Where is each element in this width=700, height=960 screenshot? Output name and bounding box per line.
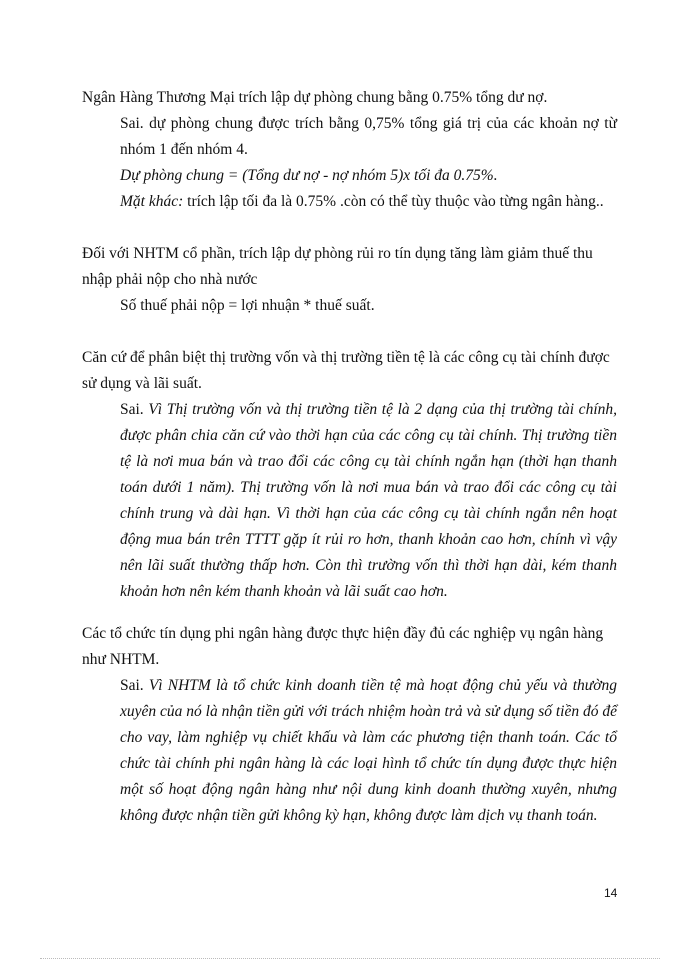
answer-4-verdict: Sai. bbox=[120, 677, 144, 694]
answer-1-verdict: Sai. bbox=[120, 115, 144, 132]
answer-3-verdict: Sai. bbox=[120, 401, 144, 418]
answer-1-other bbox=[120, 189, 617, 215]
answer-3-text: Vì Thị trường vốn và thị trường tiền tệ là 2 dạng của thị trường tài chính, được phân chia căn cứ vào thời hạn của các công cụ tài chính. Thị trường tiền tệ là nơi mua bán và trao đổi các công cụ tài chính ngắn hạn (thời hạn thanh toán dưới 1 năm). Thị trường vốn là nơi mua bán và trao đổi các công cụ tài chính trung và dài hạn. Vì thời hạn của các công cụ tài chính ngắn nên hoạt động mua bán trên TTTT gặp ít rủi ro hơn, thanh khoản cao hơn, chính vì vậy nên lãi suất thường thấp hơn. Còn thì trường vốn thì thời hạn dài, kém thanh khoản hơn nên kém thanh khoản và lãi suất cao hơn. bbox=[120, 401, 617, 600]
answer-4-text: Vì NHTM là tổ chức kinh doanh tiền tệ mà hoạt động chủ yếu và thường xuyên của nó là nhận tiền gửi với trách nhiệm hoàn trả và sử dụng số tiền đó để cho vay, làm nghiệp vụ chiết khấu và làm các phương tiện thanh toán. Các tổ chức tài chính phi ngân hàng là các loại hình tổ chức tín dụng được thực hiện một số hoạt động ngân hàng như nội dung kinh doanh thường xuyên, nhưng không được nhận tiền gửi không kỳ hạn, không được làm dịch vụ thanh toán. bbox=[120, 677, 617, 824]
question-3: Căn cứ để phân biệt thị trường vốn và thị trường tiền tệ là các công cụ tài chính được sử dụng và lãi suất. bbox=[82, 349, 610, 392]
answer-2-formula: Số thuế phải nộp = lợi nhuận * thuế suất. bbox=[120, 297, 375, 314]
page-bottom-divider bbox=[40, 958, 660, 959]
answer-1 bbox=[120, 111, 617, 163]
answer-1-formula: Dự phòng chung = (Tổng dư nợ - nợ nhóm 5)x tối đa 0.75%. bbox=[120, 167, 498, 184]
question-4: Các tổ chức tín dụng phi ngân hàng được thực hiện đầy đủ các nghiệp vụ ngân hàng như NHTM. bbox=[82, 625, 604, 668]
answer-1-other-text: trích lập tối đa là 0.75% .còn có thể tùy thuộc vào từng ngân hàng.. bbox=[187, 193, 604, 210]
question-1: Ngân Hàng Thương Mại trích lập dự phòng chung bằng 0.75% tổng dư nợ. bbox=[82, 89, 548, 106]
answer-1-text: dự phòng chung được trích bằng 0,75% tổng giá trị của các khoản nợ từ nhóm 1 đến nhóm 4. bbox=[120, 115, 617, 158]
answer-3 bbox=[120, 397, 617, 605]
page-number: 14 bbox=[604, 886, 618, 900]
answer-4 bbox=[120, 673, 617, 829]
question-2: Đối với NHTM cổ phần, trích lập dự phòng rủi ro tín dụng tăng làm giảm thuế thu nhập phải nộp cho nhà nước bbox=[82, 245, 593, 288]
answer-1-other-label: Mặt khác: bbox=[120, 193, 184, 210]
